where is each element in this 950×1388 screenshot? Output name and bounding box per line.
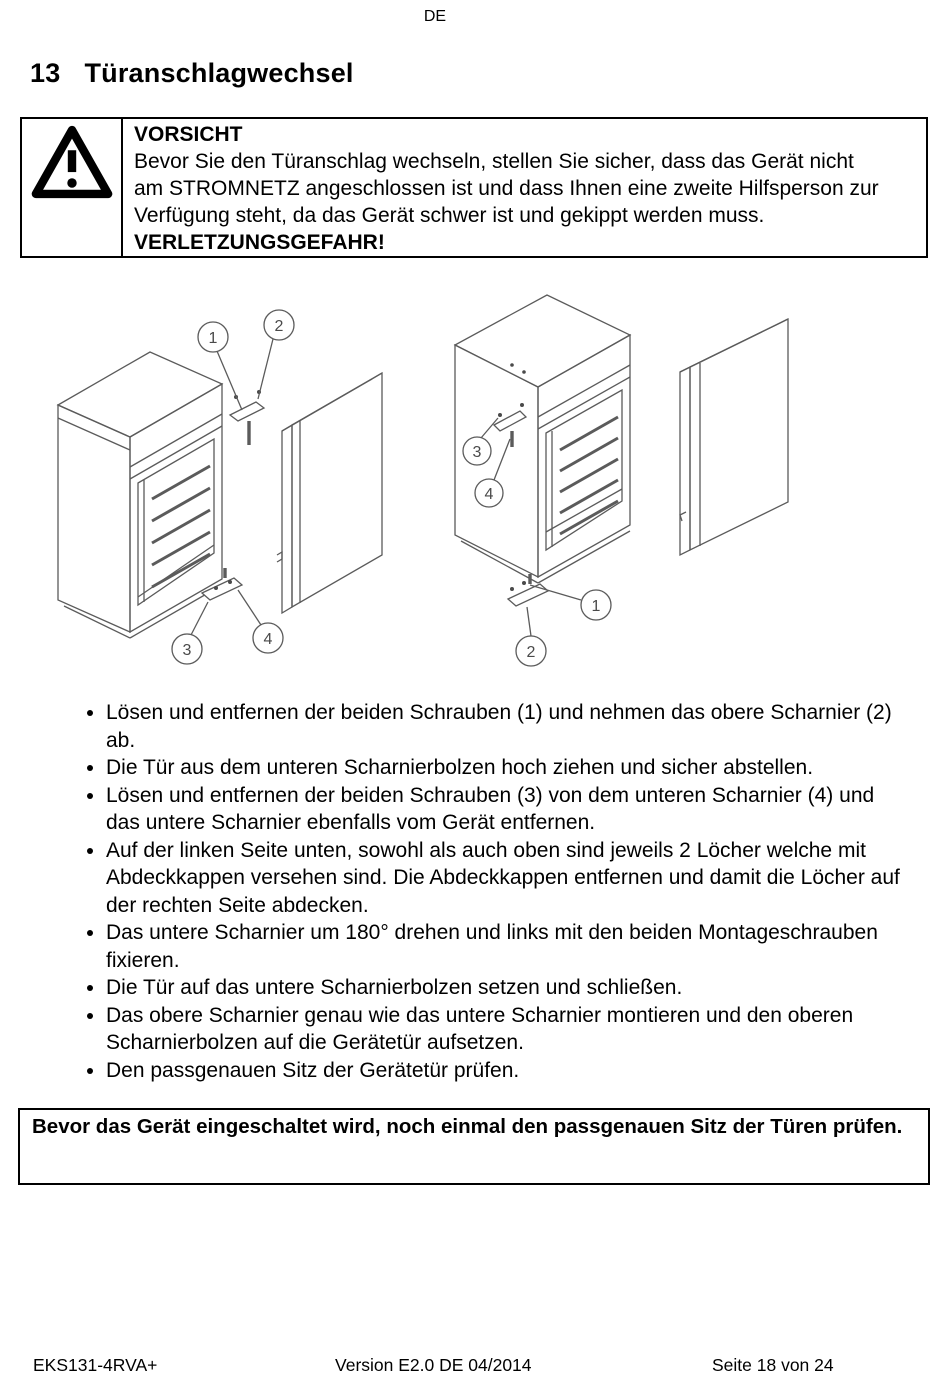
door-panel bbox=[680, 319, 788, 555]
svg-text:4: 4 bbox=[263, 631, 273, 648]
svg-text:3: 3 bbox=[182, 642, 192, 659]
cabinet-top-face bbox=[455, 295, 630, 387]
instruction-item: • Lösen und entfernen der beiden Schrauben (1) und nehmen das obere Scharnier (2) ab. bbox=[106, 699, 901, 754]
cabinet-left-face bbox=[58, 405, 130, 632]
instruction-item: • Auf der linken Seite unten, sowohl als auch oben sind jeweils 2 Löcher welche mit Abdeckkappen versehen sind. Die Abdeckkappen entfernen und damit die Löcher auf der rechten Seite abdecken. bbox=[106, 837, 901, 920]
instruction-item: • Das untere Scharnier um 180° drehen und links mit den beiden Montageschrauben fixieren. bbox=[106, 919, 901, 974]
footer-model-number: EKS131-4RVA+ bbox=[33, 1355, 158, 1375]
upper-hinge bbox=[230, 390, 264, 445]
callout-2 bbox=[258, 310, 294, 399]
svg-text:3: 3 bbox=[472, 444, 482, 461]
instruction-item: • Das obere Scharnier genau wie das untere Scharnier montieren und den oberen Scharnierbolzen auf die Gerätetür aufsetzen. bbox=[106, 1002, 901, 1057]
cabinet-opening bbox=[138, 439, 214, 605]
lower-hinge bbox=[508, 574, 548, 606]
warning-box bbox=[20, 117, 928, 258]
callout-2 bbox=[516, 607, 546, 666]
warning-text bbox=[123, 119, 894, 256]
fridge-diagram-left-hinge bbox=[450, 287, 910, 687]
warning-emphasis: VERLETZUNGSGEFAHR! bbox=[134, 231, 385, 254]
callout-4 bbox=[238, 590, 283, 653]
shelf bbox=[560, 459, 618, 492]
shelf bbox=[560, 417, 618, 450]
fridge-diagram-right-hinge bbox=[30, 287, 450, 687]
warning-body: Bevor Sie den Türanschlag wechseln, stellen Sie sicher, dass das Gerät nicht am STROMNETZ angeschlossen ist und dass Ihnen eine zweite Hilfsperson zur Verfügung steht, da das Gerät schwer ist und gekippt werden muss. bbox=[134, 150, 879, 227]
svg-text:2: 2 bbox=[274, 318, 284, 335]
instruction-item: • Den passgenauen Sitz der Gerätetür prüfen. bbox=[106, 1057, 901, 1085]
section-number: 13 bbox=[30, 58, 61, 88]
section-title: Türanschlagwechsel bbox=[84, 58, 354, 88]
shelf bbox=[560, 501, 618, 534]
warning-title: VORSICHT bbox=[134, 123, 243, 146]
instruction-item: • Die Tür auf das untere Scharnierbolzen setzen und schließen. bbox=[106, 974, 901, 1002]
warning-triangle-icon bbox=[30, 124, 114, 200]
note-box bbox=[18, 1108, 930, 1185]
instruction-item: • Die Tür aus dem unteren Scharnierbolzen hoch ziehen und sicher abstellen. bbox=[106, 754, 901, 782]
footer-version: Version E2.0 DE 04/2014 bbox=[335, 1355, 532, 1375]
cover-hole bbox=[522, 370, 526, 374]
callout-3 bbox=[463, 418, 498, 465]
svg-text:1: 1 bbox=[208, 330, 218, 347]
svg-text:4: 4 bbox=[484, 486, 494, 503]
footer-page-number: Seite 18 von 24 bbox=[712, 1355, 834, 1375]
note-text: Bevor das Gerät eingeschaltet wird, noch einmal den passgenauen Sitz der Türen prüfen. bbox=[32, 1115, 903, 1138]
cover-hole bbox=[510, 363, 514, 367]
door-panel bbox=[277, 373, 382, 613]
warning-icon-cell bbox=[22, 119, 123, 256]
shelf bbox=[560, 438, 618, 471]
page-language-label: DE bbox=[423, 8, 447, 25]
cabinet-top-face bbox=[58, 352, 222, 437]
page-title bbox=[30, 58, 354, 89]
svg-text:1: 1 bbox=[591, 598, 601, 615]
instruction-list bbox=[73, 699, 901, 1084]
svg-text:2: 2 bbox=[526, 644, 536, 661]
instruction-item: • Lösen und entfernen der beiden Schrauben (3) von dem unteren Scharnier (4) und das untere Scharnier ebenfalls vom Gerät entfernen. bbox=[106, 782, 901, 837]
